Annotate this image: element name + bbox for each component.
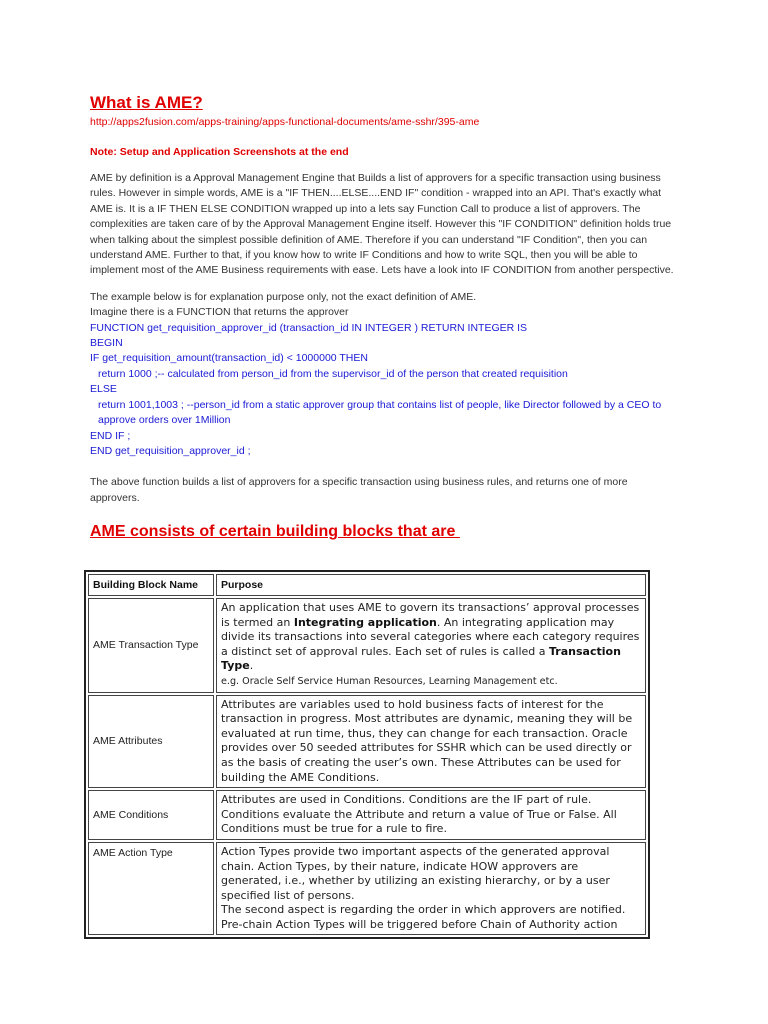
- purpose-text: .: [249, 659, 254, 673]
- table-row: [88, 695, 646, 789]
- purpose-bold-term: Transaction Type: [221, 644, 621, 673]
- code-line: return 1001,1003 ; --person_id from a static approver group that contains list of people, like Director followed by a CEO to approve orders over 1Million: [98, 398, 662, 427]
- purpose-text: . An integrating application may divide its transactions into several categories where each category requires a distinct set of approval rules. Each set of rules is called a: [221, 615, 640, 658]
- table-row: [88, 598, 646, 693]
- code-line: ELSE: [90, 383, 117, 396]
- code-line: END get_requisition_approver_id ;: [90, 444, 251, 457]
- block-purpose: Attributes are variables used to hold business facts of interest for the transaction in progress. Most attributes are dynamic, meaning they will be evaluated at run time, thus, they can change for each transaction. Oracle provides over 50 seeded attributes for SSHR which can be used directly or as the basis of creating the user’s own. These Attributes can be used for building the AME Conditions.: [216, 695, 646, 789]
- block-purpose: [216, 598, 646, 693]
- block-purpose: [216, 842, 646, 936]
- code-line: return 1000 ;-- calculated from person_id from the supervisor_id of the person that created requisition: [98, 367, 568, 380]
- code-line: END IF ;: [90, 429, 131, 442]
- purpose-text: An application that uses AME to govern its transactions’ approval processes is termed an: [221, 601, 640, 629]
- example-text: [90, 290, 680, 321]
- code-line: BEGIN: [90, 337, 123, 350]
- page-title: What is AME?: [90, 93, 203, 112]
- source-url: http://apps2fusion.com/apps-training/apps-functional-documents/ame-sshr/395-ame: [90, 116, 480, 128]
- block-name: AME Attributes: [88, 695, 214, 789]
- example-line-2: Imagine there is a FUNCTION that returns the approver: [90, 306, 349, 319]
- block-name: AME Transaction Type: [88, 598, 214, 693]
- document-content: [90, 92, 680, 542]
- purpose-bold-term: Integrating application: [293, 615, 437, 629]
- code-block: [90, 321, 680, 460]
- block-name: AME Conditions: [88, 790, 214, 840]
- note-text: Note: Setup and Application Screenshots at the end: [90, 146, 349, 158]
- block-name: AME Action Type: [88, 842, 214, 936]
- purpose-example: e.g. Oracle Self Service Human Resources, Learning Management etc.: [221, 675, 558, 687]
- column-header-purpose: Purpose: [216, 574, 646, 596]
- table-row: [88, 842, 646, 936]
- table-row: [88, 790, 646, 840]
- section-heading: AME consists of certain building blocks that are: [90, 523, 460, 541]
- summary-paragraph: The above function builds a list of approvers for a specific transaction using business rules, and returns one of more approvers.: [90, 476, 628, 504]
- purpose-text: Action Types provide two important aspects of the generated approval chain. Action Types, by their nature, indicate HOW approvers are generated, i.e., whether by utilizing an existing hierarchy, or by a user specified list of persons.: [221, 844, 610, 902]
- block-purpose: Attributes are used in Conditions. Conditions are the IF part of rule. Conditions evaluate the Attribute and return a value of True or False. All Conditions must be true for a rule to fire.: [216, 790, 646, 840]
- building-blocks-table: [84, 570, 650, 939]
- code-line: FUNCTION get_requisition_approver_id (transaction_id IN INTEGER ) RETURN INTEGER IS: [90, 321, 528, 334]
- intro-paragraph: AME by definition is a Approval Management Engine that Builds a list of approvers for a specific transaction using business rules. However in simple words, AME is a "IF THEN....ELSE....END IF" condition - wrapped into an API. That's exactly what AME is. It is a IF THEN ELSE CONDITION wrapped up into a lets say Function Call to produce a list of approvers. The complexities are taken care of by the Approval Management Engine itself. However this "IF CONDITION" definition holds true when talking about the simplest possible definition of AME. Therefore if you can understand "IF Condition", then you can understand AME. Further to that, if you know how to write IF Conditions and how to write SQL, then you will be able to implement most of the AME Business requirements with ease. Lets have a look into IF CONDITION from another perspective.: [90, 172, 674, 277]
- column-header-name: Building Block Name: [88, 574, 214, 596]
- code-line: IF get_requisition_amount(transaction_id) < 1000000 THEN: [90, 352, 368, 365]
- purpose-text: The second aspect is regarding the order in which approvers are notified. Pre-chain Action Types will be triggered before Chain of Authority action: [221, 903, 626, 931]
- table-header-row: [88, 574, 646, 596]
- example-line-1: The example below is for explanation purpose only, not the exact definition of AME.: [90, 290, 477, 303]
